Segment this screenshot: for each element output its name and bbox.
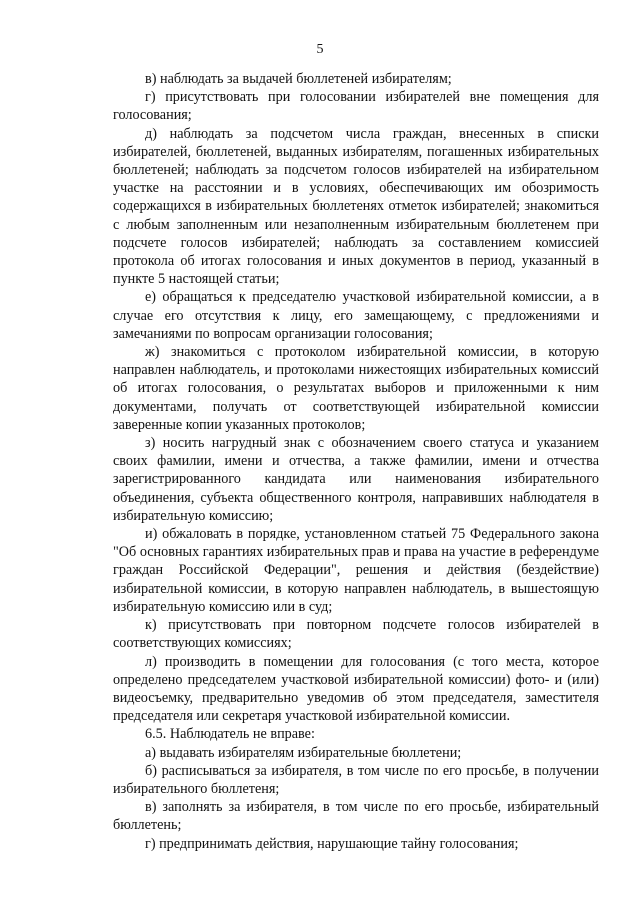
paragraph-k: к) присутствовать при повторном подсчете голосов избирателей в соответствующих комиссиях;	[113, 617, 599, 652]
paragraph-d: д) наблюдать за подсчетом числа граждан, внесенных в списки избирателей, бюллетеней, выданных избирателям, погашенных избирательных бюллетеней; наблюдать за подсчетом голосов избирателей на избирательном участке на расстоянии и в условиях, обеспечивающих им обозримость содержащихся в избирательных бюллетенях отметок избирателей; знакомиться с любым заполненным или незаполненным избирательным бюллетенем при подсчете голосов избирателей; наблюдать за составлением комиссией протокола об итогах голосования и иных документов в период, указанный в пункте 5 настоящей статьи;	[113, 125, 599, 288]
paragraph-i: и) обжаловать в порядке, установленном статьей 75 Федерального закона "Об основных гарантиях избирательных прав и права на участие в референдуме граждан Российской Федерации", решения и действия (бездействие) избирательной комиссии, в которую направлен наблюдатель, в вышестоящую избирательную комиссию или в суд;	[113, 526, 599, 615]
section-heading-6-5: 6.5. Наблюдатель не вправе:	[145, 726, 315, 743]
paragraph-v: в) наблюдать за выдачей бюллетеней избирателям;	[145, 71, 452, 87]
paragraph-z: з) носить нагрудный знак с обозначением своего статуса и указанием своих фамилии, имени и отчества, а также фамилии, имени и отчества зарегистрированного кандидата или наименования избирательного объединения, субъекта общественного контроля, направивших наблюдателя в избирательную комиссию;	[113, 435, 599, 524]
paragraph-g2: г) предпринимать действия, нарушающие тайну голосования;	[145, 835, 519, 852]
page-number: 5	[316, 42, 324, 57]
paragraph-zh: ж) знакомиться с протоколом избирательной комиссии, в которую направлен наблюдатель, и протоколами нижестоящих избирательных комиссий об итогах голосования, о результатах выборов и приложенными к ним документами, получать от соответствующей избирательной комиссии заверенные копии указанных протоколов;	[113, 344, 599, 433]
paragraph-g: г) присутствовать при голосовании избирателей вне помещения для голосования;	[113, 89, 599, 124]
paragraph-e: е) обращаться к председателю участковой избирательной комиссии, а в случае его отсутствия к лицу, его замещающему, с предложениями и замечаниями по вопросам организации голосования;	[113, 289, 599, 342]
paragraph-a: а) выдавать избирателям избирательные бюллетени;	[145, 744, 462, 761]
paragraph-l: л) производить в помещении для голосования (с того места, которое определено председателем участковой избирательной комиссии) фото- и (или) видеосъемку, предварительно уведомив об этом председателя, заместителя председателя или секретаря участковой избирательной комиссии.	[113, 653, 599, 725]
paragraph-v2: в) заполнять за избирателя, в том числе по его просьбе, избирательный бюллетень;	[113, 799, 599, 834]
document-body	[113, 70, 599, 853]
paragraph-b: б) расписываться за избирателя, в том числе по его просьбе, в получении избирательного бюллетеня;	[113, 762, 599, 797]
